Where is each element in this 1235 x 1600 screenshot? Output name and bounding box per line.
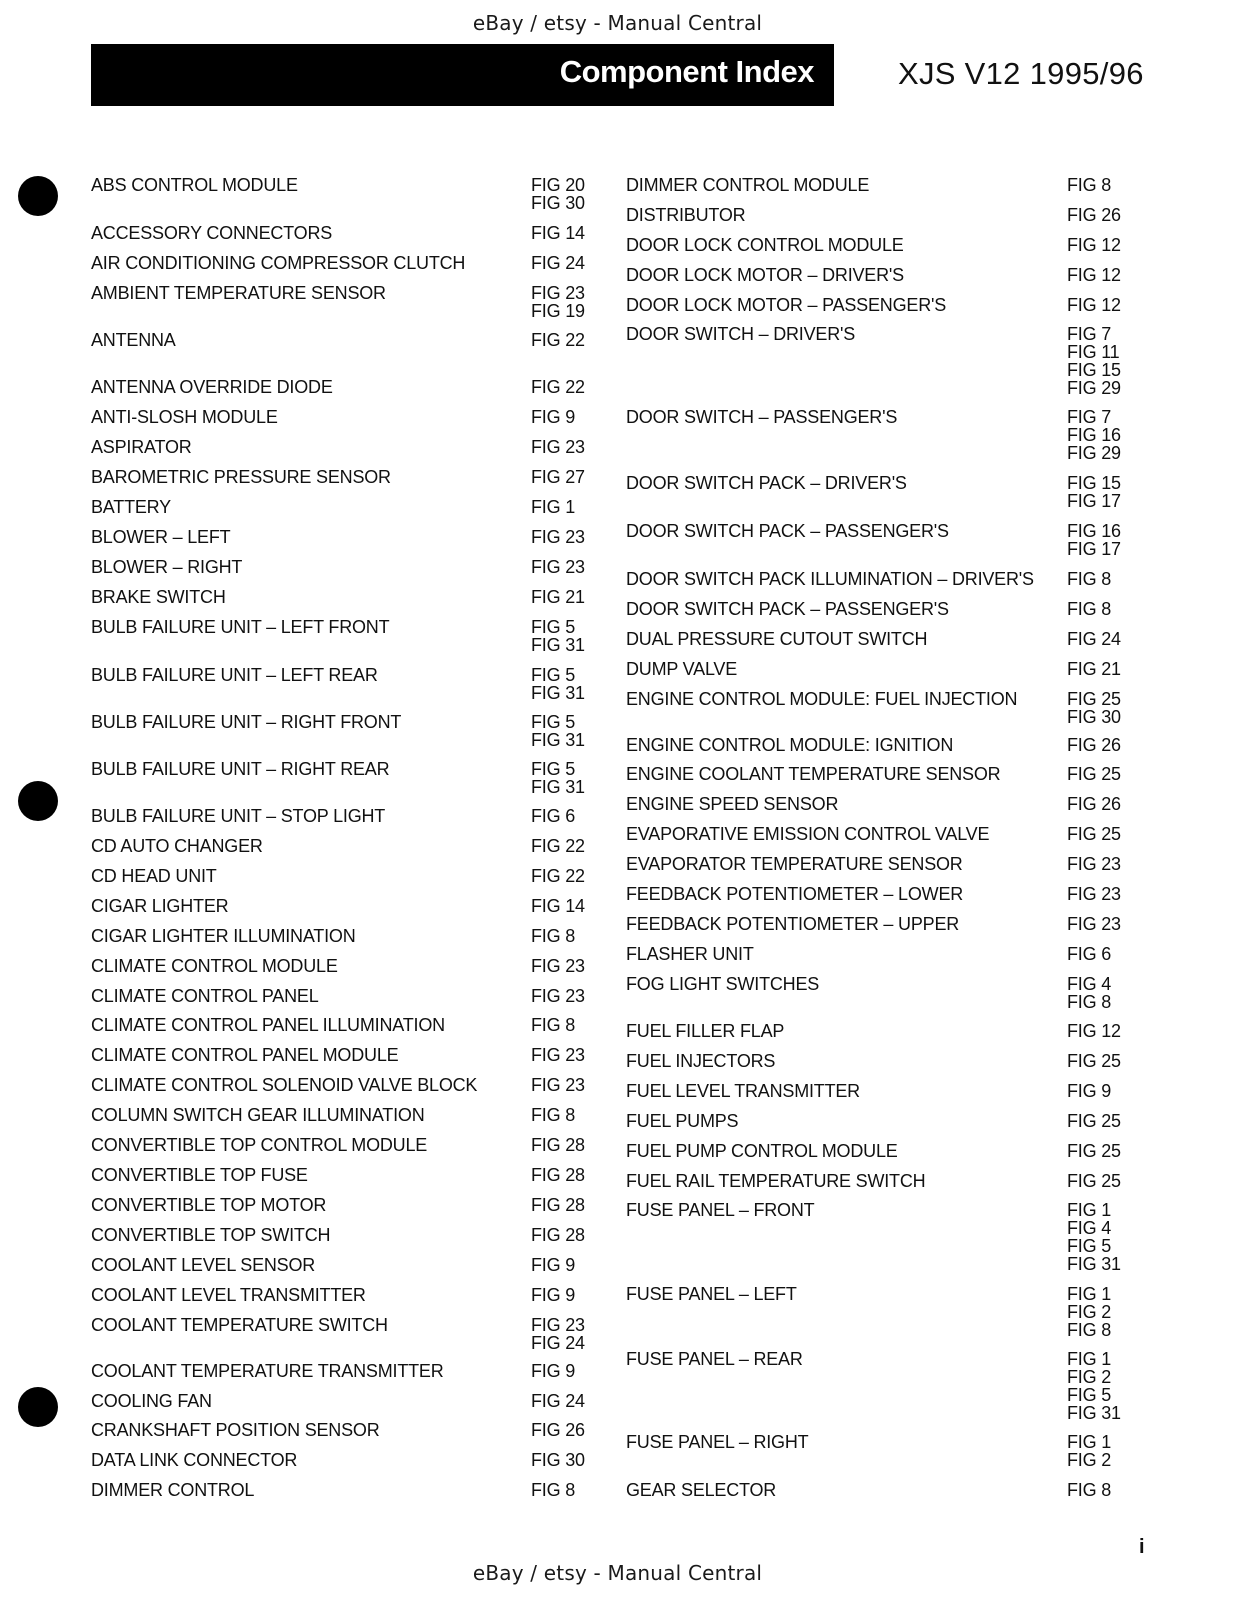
component-name: CLIMATE CONTROL SOLENOID VALVE BLOCK <box>91 1075 478 1095</box>
figure-reference: FIG 20 <box>531 175 585 195</box>
figure-reference: FIG 25 <box>1067 1111 1121 1131</box>
figure-reference: FIG 27 <box>531 467 585 487</box>
figure-references <box>1067 266 1121 284</box>
figure-references <box>1067 296 1121 314</box>
component-name: CIGAR LIGHTER <box>91 896 229 916</box>
figure-reference: FIG 25 <box>1067 1051 1121 1071</box>
component-name: FUEL INJECTORS <box>626 1051 776 1071</box>
figure-reference: FIG 2 <box>1067 1450 1112 1470</box>
component-name: FUEL PUMPS <box>626 1111 739 1131</box>
figure-reference: FIG 23 <box>1067 914 1121 934</box>
figure-references <box>531 867 585 885</box>
figure-reference: FIG 26 <box>1067 735 1121 755</box>
figure-reference: FIG 2 <box>1067 1367 1112 1387</box>
figure-references <box>531 987 585 1005</box>
figure-references <box>1067 522 1121 558</box>
component-name: FEEDBACK POTENTIOMETER – UPPER <box>626 914 960 934</box>
figure-references <box>1067 1350 1121 1422</box>
figure-reference: FIG 26 <box>1067 794 1121 814</box>
figure-references <box>531 1362 575 1380</box>
figure-reference: FIG 14 <box>531 223 585 243</box>
figure-references <box>531 1046 585 1064</box>
component-name: CONVERTIBLE TOP MOTOR <box>91 1195 327 1215</box>
figure-references <box>531 1016 575 1034</box>
component-name: EVAPORATOR TEMPERATURE SENSOR <box>626 854 963 874</box>
figure-references <box>1067 236 1121 254</box>
figure-references <box>531 957 585 975</box>
figure-reference: FIG 26 <box>531 1420 585 1440</box>
component-name: FUEL RAIL TEMPERATURE SWITCH <box>626 1171 926 1191</box>
figure-reference: FIG 8 <box>1067 992 1112 1012</box>
component-name: COLUMN SWITCH GEAR ILLUMINATION <box>91 1105 425 1125</box>
figure-reference: FIG 8 <box>531 1480 576 1500</box>
figure-references <box>531 897 585 915</box>
figure-reference: FIG 8 <box>1067 175 1112 195</box>
figure-reference: FIG 31 <box>531 683 585 703</box>
figure-reference: FIG 9 <box>531 407 576 427</box>
figure-references <box>531 713 585 749</box>
figure-reference: FIG 23 <box>531 1315 585 1335</box>
figure-reference: FIG 22 <box>531 836 585 856</box>
figure-references <box>531 1451 585 1469</box>
component-name: CLIMATE CONTROL MODULE <box>91 956 338 976</box>
figure-reference: FIG 29 <box>1067 443 1121 463</box>
figure-reference: FIG 9 <box>531 1255 576 1275</box>
component-name: COOLANT TEMPERATURE TRANSMITTER <box>91 1361 444 1381</box>
figure-reference: FIG 31 <box>531 730 585 750</box>
component-name: FUSE PANEL – LEFT <box>626 1284 797 1304</box>
figure-reference: FIG 23 <box>531 1045 585 1065</box>
figure-reference: FIG 23 <box>531 557 585 577</box>
component-name: BULB FAILURE UNIT – RIGHT FRONT <box>91 712 402 732</box>
figure-references <box>1067 975 1111 1011</box>
component-name: DOOR LOCK MOTOR – PASSENGER'S <box>626 295 947 315</box>
figure-reference: FIG 1 <box>1067 1200 1112 1220</box>
figure-references <box>1067 795 1121 813</box>
component-name: DIMMER CONTROL MODULE <box>626 175 870 195</box>
figure-references <box>1067 206 1121 224</box>
figure-references <box>531 378 585 396</box>
figure-reference: FIG 1 <box>1067 1284 1112 1304</box>
component-name: CLIMATE CONTROL PANEL <box>91 986 319 1006</box>
figure-reference: FIG 9 <box>531 1361 576 1381</box>
figure-references <box>1067 570 1111 588</box>
component-name: FUEL PUMP CONTROL MODULE <box>626 1141 898 1161</box>
footer-watermark: eBay / etsy - Manual Central <box>472 1561 763 1585</box>
figure-reference: FIG 1 <box>531 497 576 517</box>
component-name: BLOWER – LEFT <box>91 527 231 547</box>
figure-references <box>1067 736 1121 754</box>
figure-reference: FIG 4 <box>1067 974 1112 994</box>
component-name: ASPIRATOR <box>91 437 192 457</box>
figure-references <box>531 666 585 702</box>
component-name: ANTENNA OVERRIDE DIODE <box>91 377 333 397</box>
component-name: ANTI-SLOSH MODULE <box>91 407 278 427</box>
figure-reference: FIG 5 <box>531 665 576 685</box>
figure-reference: FIG 22 <box>531 377 585 397</box>
figure-references <box>531 254 585 272</box>
figure-references <box>531 1286 575 1304</box>
component-name: ENGINE COOLANT TEMPERATURE SENSOR <box>626 764 1001 784</box>
figure-reference: FIG 8 <box>1067 569 1112 589</box>
figure-reference: FIG 23 <box>531 437 585 457</box>
figure-reference: FIG 16 <box>1067 521 1121 541</box>
component-name: CD HEAD UNIT <box>91 866 217 886</box>
figure-reference: FIG 5 <box>531 712 576 732</box>
figure-reference: FIG 31 <box>531 777 585 797</box>
component-name: DOOR SWITCH – PASSENGER'S <box>626 407 898 427</box>
figure-references <box>1067 1022 1121 1040</box>
figure-reference: FIG 21 <box>1067 659 1121 679</box>
component-name: DUMP VALVE <box>626 659 738 679</box>
figure-reference: FIG 25 <box>1067 1171 1121 1191</box>
figure-reference: FIG 23 <box>531 1075 585 1095</box>
component-name: CD AUTO CHANGER <box>91 836 263 856</box>
figure-references <box>1067 660 1121 678</box>
figure-reference: FIG 25 <box>1067 824 1121 844</box>
figure-reference: FIG 30 <box>531 1450 585 1470</box>
component-name: BAROMETRIC PRESSURE SENSOR <box>91 467 391 487</box>
figure-reference: FIG 7 <box>1067 407 1112 427</box>
figure-reference: FIG 17 <box>1067 539 1121 559</box>
figure-references <box>1067 1142 1121 1160</box>
figure-reference: FIG 31 <box>1067 1403 1121 1423</box>
figure-references <box>531 224 585 242</box>
figure-reference: FIG 12 <box>1067 265 1121 285</box>
component-name: DOOR LOCK CONTROL MODULE <box>626 235 904 255</box>
component-name: DOOR SWITCH PACK – PASSENGER'S <box>626 599 949 619</box>
component-name: CIGAR LIGHTER ILLUMINATION <box>91 926 356 946</box>
figure-reference: FIG 9 <box>1067 1081 1112 1101</box>
figure-references <box>1067 1433 1111 1469</box>
figure-references <box>531 1076 585 1094</box>
figure-references <box>531 468 585 486</box>
figure-references <box>1067 630 1121 648</box>
figure-references <box>531 618 585 654</box>
figure-reference: FIG 8 <box>1067 1320 1112 1340</box>
figure-references <box>531 588 585 606</box>
component-name: BRAKE SWITCH <box>91 587 226 607</box>
figure-references <box>1067 1285 1111 1339</box>
punch-hole-icon <box>18 176 58 216</box>
component-name: DOOR SWITCH PACK – DRIVER'S <box>626 473 907 493</box>
figure-references <box>1067 1172 1121 1190</box>
figure-references <box>531 927 575 945</box>
figure-reference: FIG 29 <box>1067 378 1121 398</box>
component-name: FUSE PANEL – FRONT <box>626 1200 815 1220</box>
figure-reference: FIG 31 <box>531 635 585 655</box>
figure-references <box>531 807 575 825</box>
component-name: EVAPORATIVE EMISSION CONTROL VALVE <box>626 824 990 844</box>
figure-references <box>531 528 585 546</box>
punch-hole-icon <box>18 1387 58 1427</box>
figure-reference: FIG 23 <box>531 986 585 1006</box>
figure-reference: FIG 8 <box>531 1015 576 1035</box>
component-name: CRANKSHAFT POSITION SENSOR <box>91 1420 380 1440</box>
figure-reference: FIG 8 <box>1067 1480 1112 1500</box>
figure-reference: FIG 25 <box>1067 1141 1121 1161</box>
component-name: CONVERTIBLE TOP FUSE <box>91 1165 308 1185</box>
component-name: FEEDBACK POTENTIOMETER – LOWER <box>626 884 964 904</box>
figure-reference: FIG 12 <box>1067 1021 1121 1041</box>
figure-reference: FIG 4 <box>1067 1218 1112 1238</box>
punch-hole-icon <box>18 781 58 821</box>
figure-reference: FIG 1 <box>1067 1349 1112 1369</box>
figure-reference: FIG 26 <box>1067 205 1121 225</box>
figure-reference: FIG 22 <box>531 330 585 350</box>
component-name: ANTENNA <box>91 330 176 350</box>
figure-references <box>531 498 575 516</box>
figure-references <box>1067 915 1121 933</box>
page-number: i <box>1139 1536 1145 1558</box>
component-name: FLASHER UNIT <box>626 944 754 964</box>
figure-reference: FIG 22 <box>531 866 585 886</box>
component-name: ABS CONTROL MODULE <box>91 175 298 195</box>
figure-references <box>1067 408 1121 462</box>
figure-reference: FIG 28 <box>531 1225 585 1245</box>
figure-references <box>531 1226 585 1244</box>
figure-references <box>531 837 585 855</box>
figure-reference: FIG 5 <box>1067 1236 1112 1256</box>
figure-reference: FIG 11 <box>1067 342 1120 362</box>
component-name: ENGINE CONTROL MODULE: FUEL INJECTION <box>626 689 1018 709</box>
component-name: DOOR SWITCH PACK ILLUMINATION – DRIVER'S <box>626 569 1034 589</box>
figure-reference: FIG 6 <box>1067 944 1112 964</box>
component-name: ACCESSORY CONNECTORS <box>91 223 333 243</box>
component-name: BULB FAILURE UNIT – RIGHT REAR <box>91 759 390 779</box>
figure-references <box>1067 825 1121 843</box>
component-name: BLOWER – RIGHT <box>91 557 243 577</box>
component-name: DATA LINK CONNECTOR <box>91 1450 298 1470</box>
figure-reference: FIG 30 <box>531 193 585 213</box>
figure-references <box>1067 176 1111 194</box>
figure-reference: FIG 17 <box>1067 491 1121 511</box>
figure-reference: FIG 9 <box>531 1285 576 1305</box>
figure-references <box>1067 474 1121 510</box>
figure-reference: FIG 14 <box>531 896 585 916</box>
figure-reference: FIG 21 <box>531 587 585 607</box>
figure-reference: FIG 5 <box>531 759 576 779</box>
page-title: Component Index <box>559 54 814 89</box>
component-name: BULB FAILURE UNIT – LEFT REAR <box>91 665 378 685</box>
component-name: DIMMER CONTROL <box>91 1480 255 1500</box>
figure-references <box>531 1392 585 1410</box>
figure-reference: FIG 24 <box>531 1391 585 1411</box>
component-name: COOLANT LEVEL SENSOR <box>91 1255 316 1275</box>
figure-reference: FIG 6 <box>531 806 576 826</box>
figure-reference: FIG 28 <box>531 1135 585 1155</box>
figure-reference: FIG 8 <box>531 1105 576 1125</box>
component-name: BATTERY <box>91 497 171 517</box>
figure-references <box>1067 1481 1111 1499</box>
figure-reference: FIG 5 <box>531 617 576 637</box>
figure-reference: FIG 8 <box>1067 599 1112 619</box>
figure-references <box>531 1256 575 1274</box>
figure-reference: FIG 23 <box>531 283 585 303</box>
figure-reference: FIG 25 <box>1067 689 1121 709</box>
figure-reference: FIG 23 <box>1067 854 1121 874</box>
figure-reference: FIG 23 <box>1067 884 1121 904</box>
figure-reference: FIG 24 <box>531 1333 585 1353</box>
component-name: DOOR LOCK MOTOR – DRIVER'S <box>626 265 904 285</box>
component-name: CLIMATE CONTROL PANEL ILLUMINATION <box>91 1015 445 1035</box>
figure-reference: FIG 2 <box>1067 1302 1112 1322</box>
figure-references <box>1067 1082 1111 1100</box>
figure-reference: FIG 24 <box>1067 629 1121 649</box>
component-name: DOOR SWITCH – DRIVER'S <box>626 324 856 344</box>
figure-references <box>531 408 575 426</box>
component-name: CONVERTIBLE TOP SWITCH <box>91 1225 331 1245</box>
figure-reference: FIG 24 <box>531 253 585 273</box>
figure-reference: FIG 23 <box>531 527 585 547</box>
component-name: AIR CONDITIONING COMPRESSOR CLUTCH <box>91 253 466 273</box>
component-name: CLIMATE CONTROL PANEL MODULE <box>91 1045 399 1065</box>
header-watermark: eBay / etsy - Manual Central <box>472 11 763 35</box>
component-name: BULB FAILURE UNIT – STOP LIGHT <box>91 806 386 826</box>
figure-references <box>1067 765 1121 783</box>
figure-references <box>531 438 585 456</box>
figure-references <box>531 1421 585 1439</box>
figure-reference: FIG 30 <box>1067 707 1121 727</box>
component-name: COOLANT LEVEL TRANSMITTER <box>91 1285 366 1305</box>
figure-references <box>531 176 585 212</box>
figure-reference: FIG 28 <box>531 1195 585 1215</box>
figure-references <box>1067 1052 1121 1070</box>
figure-reference: FIG 31 <box>1067 1254 1121 1274</box>
figure-reference: FIG 28 <box>531 1165 585 1185</box>
component-name: AMBIENT TEMPERATURE SENSOR <box>91 283 386 303</box>
component-name: FUEL FILLER FLAP <box>626 1021 785 1041</box>
component-name: COOLANT TEMPERATURE SWITCH <box>91 1315 388 1335</box>
figure-references <box>531 1481 575 1499</box>
component-name: DUAL PRESSURE CUTOUT SWITCH <box>626 629 928 649</box>
component-name: ENGINE SPEED SENSOR <box>626 794 839 814</box>
figure-references <box>1067 1201 1121 1273</box>
figure-reference: FIG 25 <box>1067 764 1121 784</box>
figure-reference: FIG 23 <box>531 956 585 976</box>
title-bar <box>91 44 834 106</box>
figure-references <box>1067 945 1111 963</box>
component-name: FUSE PANEL – RIGHT <box>626 1432 809 1452</box>
component-name: FOG LIGHT SWITCHES <box>626 974 820 994</box>
figure-reference: FIG 8 <box>531 926 576 946</box>
figure-references <box>531 558 585 576</box>
figure-references <box>531 1316 585 1352</box>
component-name: GEAR SELECTOR <box>626 1480 777 1500</box>
component-name: ENGINE CONTROL MODULE: IGNITION <box>626 735 954 755</box>
component-name: DOOR SWITCH PACK – PASSENGER'S <box>626 521 949 541</box>
component-name: FUSE PANEL – REAR <box>626 1349 803 1369</box>
figure-reference: FIG 19 <box>531 301 585 321</box>
figure-reference: FIG 12 <box>1067 235 1121 255</box>
figure-reference: FIG 12 <box>1067 295 1121 315</box>
figure-reference: FIG 5 <box>1067 1385 1112 1405</box>
component-name: CONVERTIBLE TOP CONTROL MODULE <box>91 1135 428 1155</box>
figure-references <box>531 1196 585 1214</box>
figure-references <box>1067 855 1121 873</box>
figure-reference: FIG 16 <box>1067 425 1121 445</box>
figure-references <box>531 1136 585 1154</box>
figure-references <box>1067 325 1121 397</box>
figure-references <box>531 1106 575 1124</box>
component-name: DISTRIBUTOR <box>626 205 746 225</box>
figure-reference: FIG 15 <box>1067 360 1121 380</box>
figure-references <box>1067 1112 1121 1130</box>
figure-references <box>531 760 585 796</box>
figure-references <box>1067 885 1121 903</box>
component-name: COOLING FAN <box>91 1391 212 1411</box>
component-name: BULB FAILURE UNIT – LEFT FRONT <box>91 617 390 637</box>
figure-references <box>531 284 585 320</box>
figure-references <box>531 331 585 349</box>
figure-reference: FIG 7 <box>1067 324 1112 344</box>
component-name: FUEL LEVEL TRANSMITTER <box>626 1081 860 1101</box>
vehicle-model: XJS V12 1995/96 <box>898 56 1144 91</box>
figure-references <box>1067 690 1121 726</box>
figure-references <box>531 1166 585 1184</box>
figure-references <box>1067 600 1111 618</box>
figure-reference: FIG 1 <box>1067 1432 1112 1452</box>
figure-reference: FIG 15 <box>1067 473 1121 493</box>
